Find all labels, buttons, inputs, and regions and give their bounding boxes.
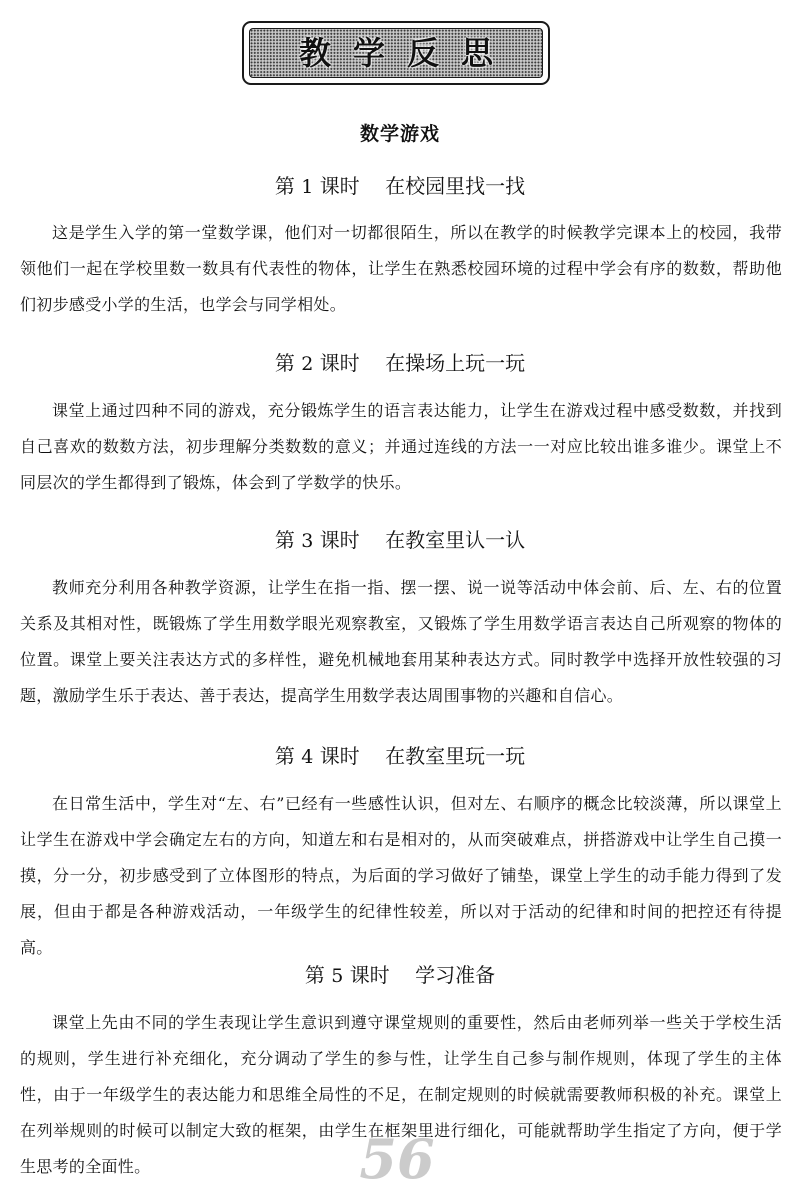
lesson-paragraph-3: 教师充分利用各种教学资源，让学生在指一指、摆一摆、说一说等活动中体会前、后、左、右的位置关系及其相对性，既锻炼了学生用数学眼光观察教室，又锻炼了学生用数学语言表达自己所观察的物体的位置。课堂上要关注表达方式的多样性，避免机械地套用某种表达方式。同时教学中选择开放性较强的习题，激励学生乐于表达、善于表达，提高学生用数学表达周围事物的兴趣和自信心。 xyxy=(20,578,782,705)
section-header-halftone xyxy=(249,28,543,78)
lesson-heading-suffix: 课时 xyxy=(319,351,360,375)
lesson-heading-1 xyxy=(0,170,800,203)
lesson-heading-number: 1 xyxy=(301,176,314,198)
lesson-heading-prefix: 第 xyxy=(304,963,325,987)
lesson-heading-prefix: 第 xyxy=(274,528,295,552)
lesson-heading-number: 3 xyxy=(301,530,314,552)
lesson-heading-number: 4 xyxy=(301,746,314,768)
lesson-heading-topic: 学习准备 xyxy=(415,963,496,987)
lesson-heading-suffix: 课时 xyxy=(349,963,390,987)
lesson-heading-number: 2 xyxy=(301,353,314,375)
lesson-heading-suffix: 课时 xyxy=(319,174,360,198)
lesson-heading-prefix: 第 xyxy=(274,744,295,768)
lesson-paragraph-2: 课堂上通过四种不同的游戏，充分锻炼学生的语言表达能力，让学生在游戏过程中感受数数，并找到自己喜欢的数数方法，初步理解分类数数的意义；并通过连线的方法一一对应比较出谁多谁少。课堂上不同层次的学生都得到了锻炼，体会到了学数学的快乐。 xyxy=(20,401,782,492)
lesson-heading-prefix: 第 xyxy=(274,351,295,375)
lesson-heading-topic: 在教室里认一认 xyxy=(385,528,526,552)
page-number: 56 xyxy=(359,1127,435,1191)
lesson-heading-topic: 在操场上玩一玩 xyxy=(385,351,526,375)
lesson-heading-5 xyxy=(0,959,800,992)
lesson-paragraph-1: 这是学生入学的第一堂数学课，他们对一切都很陌生，所以在教学的时候教学完课本上的校园，我带领他们一起在学校里数一数具有代表性的物体，让学生在熟悉校园环境的过程中学会有序的数数，帮助他们初步感受小学的生活，也学会与同学相处。 xyxy=(20,223,782,314)
lesson-heading-suffix: 课时 xyxy=(319,744,360,768)
lesson-heading-number: 5 xyxy=(331,965,344,987)
section-header-title: 教学反思 xyxy=(298,34,515,72)
lesson-paragraph-4: 在日常生活中，学生对“左、右”已经有一些感性认识，但对左、右顺序的概念比较淡薄，所以课堂上让学生在游戏中学会确定左右的方向，知道左和右是相对的，从而突破难点，拼搭游戏中让学生自己摸一摸，分一分，初步感受到了立体图形的特点，为后面的学习做好了铺垫，课堂上学生的动手能力得到了发展，但由于都是各种游戏活动，一年级学生的纪律性较差，所以对于活动的纪律和时间的把控还有待提高。 xyxy=(20,794,782,957)
lesson-heading-3 xyxy=(0,524,800,557)
lesson-heading-topic: 在校园里找一找 xyxy=(385,174,526,198)
lesson-heading-topic: 在教室里玩一玩 xyxy=(385,744,526,768)
lesson-paragraph-5: 课堂上先由不同的学生表现让学生意识到遵守课堂规则的重要性，然后由老师列举一些关于学校生活的规则，学生进行补充细化，充分调动了学生的参与性，让学生自己参与制作规则，体现了学生的主体性，由于一年级学生的表达能力和思维全局性的不足，在制定规则的时候就需要教师积极的补充。课堂上在列举规则的时候可以制定大致的框架，由学生在框架里进行细化，可能就帮助学生指定了方向，便于学生思考的全面性。 xyxy=(20,1013,782,1176)
unit-title: 数学游戏 xyxy=(359,123,440,145)
section-header-box xyxy=(242,21,550,85)
lesson-heading-2 xyxy=(0,347,800,380)
lesson-heading-4 xyxy=(0,740,800,773)
lesson-heading-prefix: 第 xyxy=(274,174,295,198)
lesson-heading-suffix: 课时 xyxy=(319,528,360,552)
